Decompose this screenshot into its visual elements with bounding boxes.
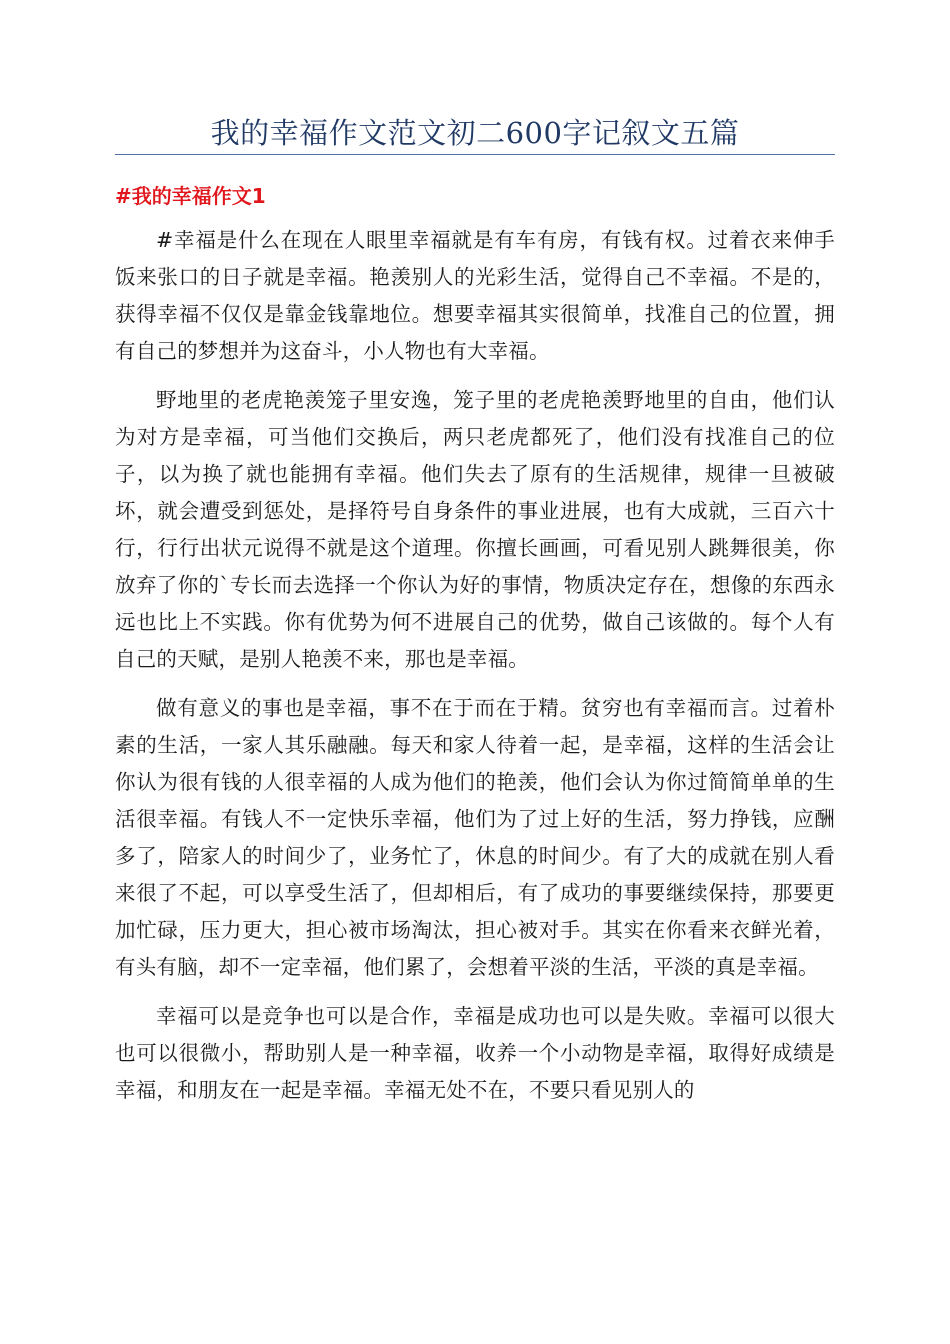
paragraph-1: #幸福是什么在现在人眼里幸福就是有车有房，有钱有权。过着衣来伸手饭来张口的日子就是幸福。艳羡别人的光彩生活，觉得自己不幸福。不是的，获得幸福不仅仅是靠金钱靠地位。想要幸福其实很简单，找准自己的位置，拥有自己的梦想并为这奋斗，小人物也有大幸福。 bbox=[115, 228, 835, 363]
article-body bbox=[115, 222, 835, 1121]
paragraph-2: 野地里的老虎艳羡笼子里安逸，笼子里的老虎艳羡野地里的自由，他们认为对方是幸福，可当他们交换后，两只老虎都死了，他们没有找准自己的位子，以为换了就也能拥有幸福。他们失去了原有的生活规律，规律一旦被破坏，就会遭受到惩处，是择符号自身条件的事业进展，也有大成就，三百六十行，行行出状元说得不就是这个道理。你擅长画画，可看见别人跳舞很美，你放弃了你的`专长而去选择一个你认为好的事情，物质决定存在，想像的东西永远也比上不实践。你有优势为何不进展自己的优势，做自己该做的。每个人有自己的天赋，是别人艳羡不来，那也是幸福。 bbox=[115, 388, 835, 671]
section-heading: #我的幸福作文1 bbox=[115, 184, 266, 208]
paragraph-3: 做有意义的事也是幸福，事不在于而在于精。贫穷也有幸福而言。过着朴素的生活，一家人其乐融融。每天和家人待着一起，是幸福，这样的生活会让你认为很有钱的人很幸福的人成为他们的艳羡，他们会认为你过简简单单的生活很幸福。有钱人不一定快乐幸福，他们为了过上好的生活，努力挣钱，应酬多了，陪家人的时间少了，业务忙了，休息的时间少。有了大的成就在别人看来很了不起，可以享受生活了，但却相后，有了成功的事要继续保持，那要更加忙碌，压力更大，担心被市场淘汰，担心被对手。其实在你看来衣鲜光着，有头有脑，却不一定幸福，他们累了，会想着平淡的生活，平淡的真是幸福。 bbox=[115, 696, 835, 979]
page-title: 我的幸福作文范文初二600字记叙文五篇 bbox=[210, 116, 740, 150]
paragraph-4: 幸福可以是竞争也可以是合作，幸福是成功也可以是失败。幸福可以很大也可以很微小，帮助别人是一种幸福，收养一个小动物是幸福，取得好成绩是幸福，和朋友在一起是幸福。幸福无处不在，不要只看见别人的 bbox=[115, 1004, 835, 1102]
title-underline-divider bbox=[115, 154, 835, 155]
